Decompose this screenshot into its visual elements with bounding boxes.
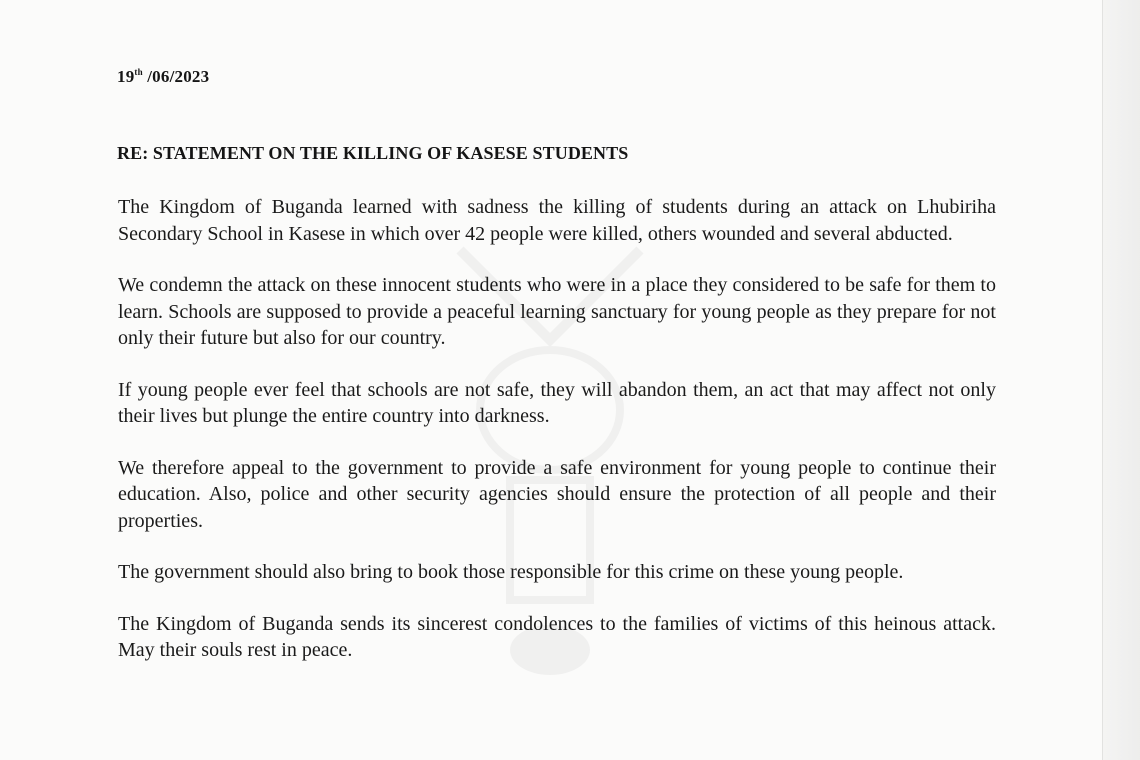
paragraph: We condemn the attack on these innocent students who were in a place they considered to be safe for them to learn. Schools are supposed to provide a peaceful learning sanctuary for young people as they prepare for not only their future but also for our country. [118,274,996,349]
paragraph: The government should also bring to book those responsible for this crime on these young people. [118,561,904,583]
paragraph: The Kingdom of Buganda sends its sincerest condolences to the families of victims of this heinous attack. May their souls rest in peace. [118,612,996,661]
adjacent-page-edge [1102,0,1140,760]
letter-subject: RE: STATEMENT ON THE KILLING OF KASESE STUDENTS [117,143,629,163]
paragraph: If young people ever feel that schools are not safe, they will abandon them, an act that may affect not only their lives but plunge the entire country into darkness. [118,378,996,427]
paragraph: We therefore appeal to the government to provide a safe environment for young people to continue their education. Also, police and other security agencies should ensure the protection of all people and their properties. [118,456,996,532]
letter-body [118,194,996,689]
letter-date: 19th /06/2023 [117,67,210,86]
paragraph: The Kingdom of Buganda learned with sadness the killing of students during an attack on Lhubiriha Secondary School in Kasese in which over 42 people were killed, others wounded and several abducted. [118,196,996,245]
